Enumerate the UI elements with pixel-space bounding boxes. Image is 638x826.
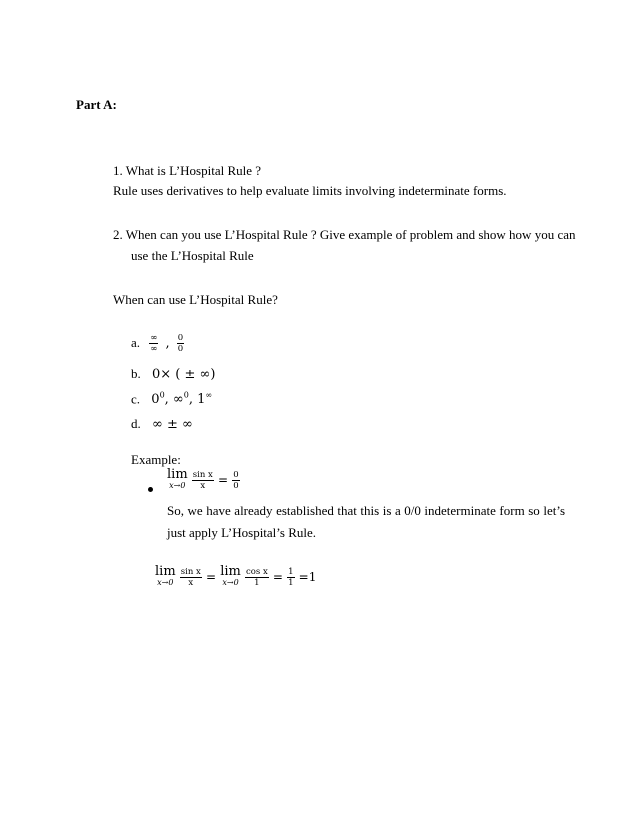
bullet-icon <box>148 480 153 496</box>
form-c-label: c. <box>131 391 141 407</box>
explanation-line-2: just apply L’Hospital’s Rule. <box>167 525 317 540</box>
form-d <box>131 416 193 432</box>
form-a-fraction-1 <box>149 333 158 354</box>
question-2-line-2: use the L’Hospital Rule <box>131 248 254 263</box>
explanation-line-1: So, we have already established that this is a 0/0 indeterminate form so let’s <box>167 503 565 518</box>
form-a-num-2: 0 <box>177 333 184 343</box>
when-heading: When can use L’Hospital Rule? <box>113 292 278 307</box>
form-c-expression: $0^0$, ∞$^0$, 1∞ <box>151 391 213 408</box>
solution-equation: lim x→0 $\frac{\text{sin x}}{x}$ = lim x→0 $\frac{\text{cos x}}{1}$ = $\frac{1}{1}$ =1 <box>155 564 317 588</box>
example-label: Example: <box>131 452 181 467</box>
form-b <box>131 366 215 382</box>
example-limit: lim x→0 $\frac{\text{sin x}}{x}$ = $\frac{0}{0}$ <box>167 467 239 491</box>
form-d-label: d. <box>131 416 141 431</box>
form-c <box>131 391 212 407</box>
answer-1: Rule uses derivatives to help evaluate limits involving indeterminate forms. <box>113 183 507 198</box>
form-a-den-2: 0 <box>177 344 184 354</box>
zero-over-zero-fraction: $\frac{0}{0}$ <box>233 469 239 491</box>
sin-over-x-fraction: $\frac{\text{sin x}}{x}$ <box>180 566 201 588</box>
sin-over-x-fraction: $\frac{\text{sin x}}{x}$ <box>192 469 213 491</box>
question-1: 1. What is L’Hospital Rule ? <box>113 163 262 178</box>
cos-over-one-fraction: $\frac{\text{cos x}}{1}$ <box>246 566 268 588</box>
part-heading: Part A: <box>76 97 117 112</box>
limit-operator: lim x→0 <box>155 564 176 587</box>
form-a-label: a. <box>131 335 141 350</box>
form-a-separator: , <box>165 336 170 351</box>
limit-operator: lim x→0 <box>167 467 188 490</box>
form-b-expression: 0× ( ± ∞) <box>152 367 216 382</box>
form-a <box>131 333 184 354</box>
limit-operator: lim x→0 <box>220 564 241 587</box>
form-a-num-1: ∞ <box>150 333 158 343</box>
form-a-fraction-2 <box>177 333 184 354</box>
final-result: =1 <box>298 570 317 584</box>
form-d-expression: ∞ ± ∞ <box>152 417 193 432</box>
question-2-line-1: 2. When can you use L’Hospital Rule ? Give example of problem and show how you can <box>113 227 576 242</box>
form-b-label: b. <box>131 366 141 381</box>
one-over-one-fraction: $\frac{1}{1}$ <box>288 566 294 588</box>
form-a-den-1: ∞ <box>150 344 158 354</box>
